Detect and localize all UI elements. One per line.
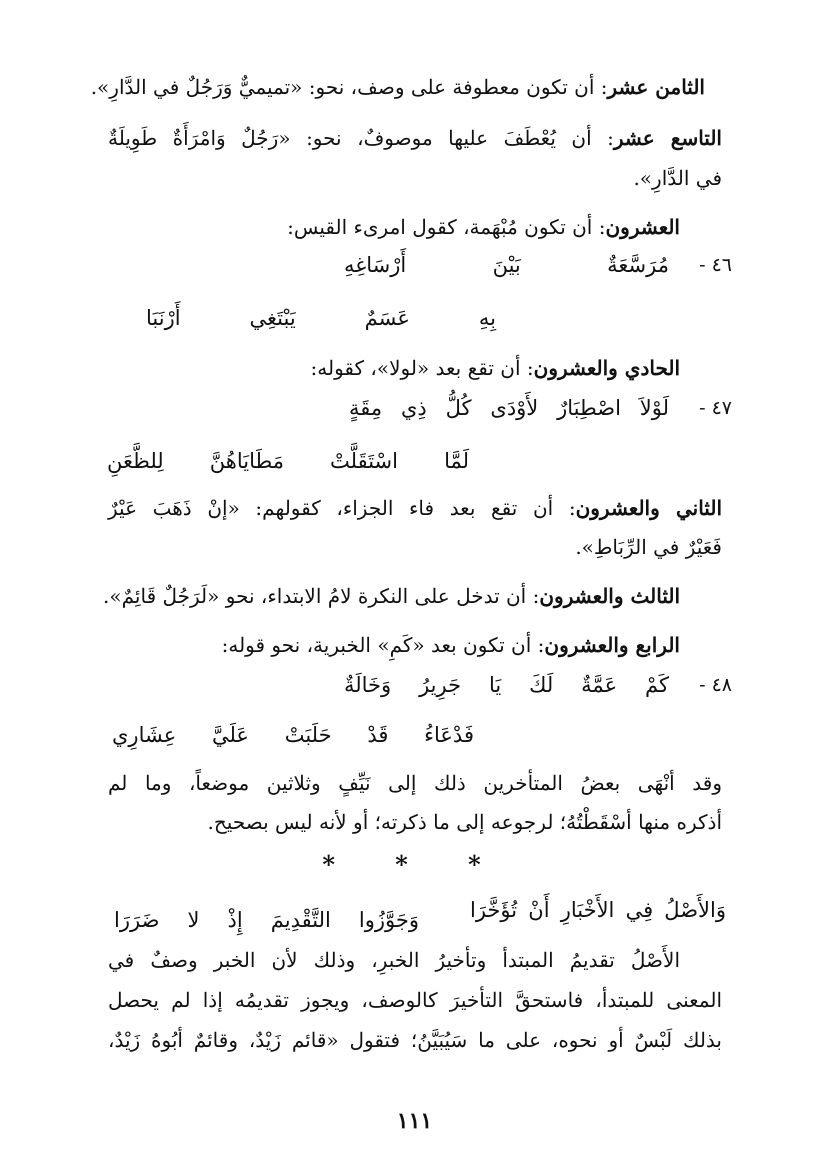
text-line: وقد أنْهَى بعضُ المتأخرين ذلك إلى نَيِّفٍ وثلاثين موضعاً، وما لم (108, 771, 722, 795)
alfiyya-hemistich: وَالأَصْلُ فِي الأَخْبَارِ أَنْ تُؤَخَّرَا (470, 898, 726, 922)
verse-number: ٤٧ - (699, 397, 732, 419)
line-label: الثاني والعشرون (575, 496, 722, 520)
verse-hemistich: لَمَّا اسْتَقَلَّتْ مَطَايَاهُنَّ لِلظَّعَنِ (107, 449, 469, 473)
line-label: الرابع والعشرون (544, 633, 680, 657)
page-number: ١١١ (396, 1108, 433, 1134)
text-line: العشرون: أن تكون مُبْهَمة، كقول امرىء القيس: (287, 215, 680, 239)
line-label: الحادي والعشرون (533, 356, 680, 380)
verse-hemistich: كَمْ عَمَّةٌ لَكَ يَا جَرِيرُ وَخَالَةٌ (344, 673, 669, 697)
verse-hemistich: بِهِ عَسَمٌ يَبْتَغِي أَرْنَبَا (146, 306, 496, 330)
verse-hemistich: مُرَسَّعَةٌ بَيْنَ أَرْسَاغِهِ (344, 253, 669, 277)
text-line: التاسع عشر: أن يُعْطَفَ عليها موصوفٌ، نحو: «رَجُلٌ وَامْرَأَةٌ طَوِيلَةٌ (108, 126, 722, 150)
text-line: الثالث والعشرون: أن تدخل على النكرة لامُ الابتداء، نحو «لَرَجُلٌ قَائِمٌ». (103, 584, 680, 608)
line-label: العشرون (605, 215, 680, 239)
line-label: التاسع عشر (613, 126, 722, 150)
line-label: الثالث والعشرون (539, 584, 680, 608)
text-line: الثامن عشر: أن تكون معطوفة على وصف، نحو: «تميميٌّ وَرَجُلٌ في الدَّارِ». (90, 75, 705, 99)
verse-number: ٤٦ - (699, 254, 732, 276)
text-line: الثاني والعشرون: أن تقع بعد فاء الجزاء، كقولهم: «إنْ ذَهَبَ عَيْرٌ (108, 496, 722, 520)
text-line: فَعَيْرٌ في الرِّبَاطِ». (575, 535, 722, 559)
text-line: أذكره منها أسْقَطْتُهُ؛ لرجوعه إلى ما ذكرته؛ أو لأنه ليس بصحيح. (207, 810, 722, 834)
section-separator: * * * (322, 850, 507, 879)
text-line: الحادي والعشرون: أن تقع بعد «لولا»، كقوله: (310, 356, 680, 380)
text-line: بذلك لَبْسٌ أو نحوه، على ما سَيُبَيَّنُ؛ فتقول «قائم زَيْدٌ، وقائمٌ أبُوهُ زَيْدٌ، (108, 1028, 722, 1052)
line-label: الثامن عشر (607, 75, 705, 99)
text-line: في الدَّارِ». (633, 166, 722, 190)
verse-hemistich: لَوْلاَ اصْطِبَارٌ لأَوْدَى كُلُّ ذِي مِقَةٍ (349, 396, 669, 420)
alfiyya-hemistich: وَجَوَّزُوا التَّقْدِيمَ إِذْ لا ضَرَرَا (114, 908, 419, 932)
text-line: الرابع والعشرون: أن تكون بعد «كَمِ» الخبرية، نحو قوله: (221, 633, 680, 657)
verse-hemistich: فَدْعَاءُ قَدْ حَلَبَتْ عَلَيَّ عِشَارِي (112, 723, 474, 747)
text-line: المعنى للمبتدأ، فاستحقَّ التأخيرَ كالوصف، ويجوز تقديمُه إذا لم يحصل (108, 988, 722, 1012)
text-line: الأَصْلُ تقديمُ المبتدأ وتأخيرُ الخبرِ، وذلك لأن الخبر وصفٌ في (108, 948, 680, 972)
verse-number: ٤٨ - (699, 674, 732, 696)
